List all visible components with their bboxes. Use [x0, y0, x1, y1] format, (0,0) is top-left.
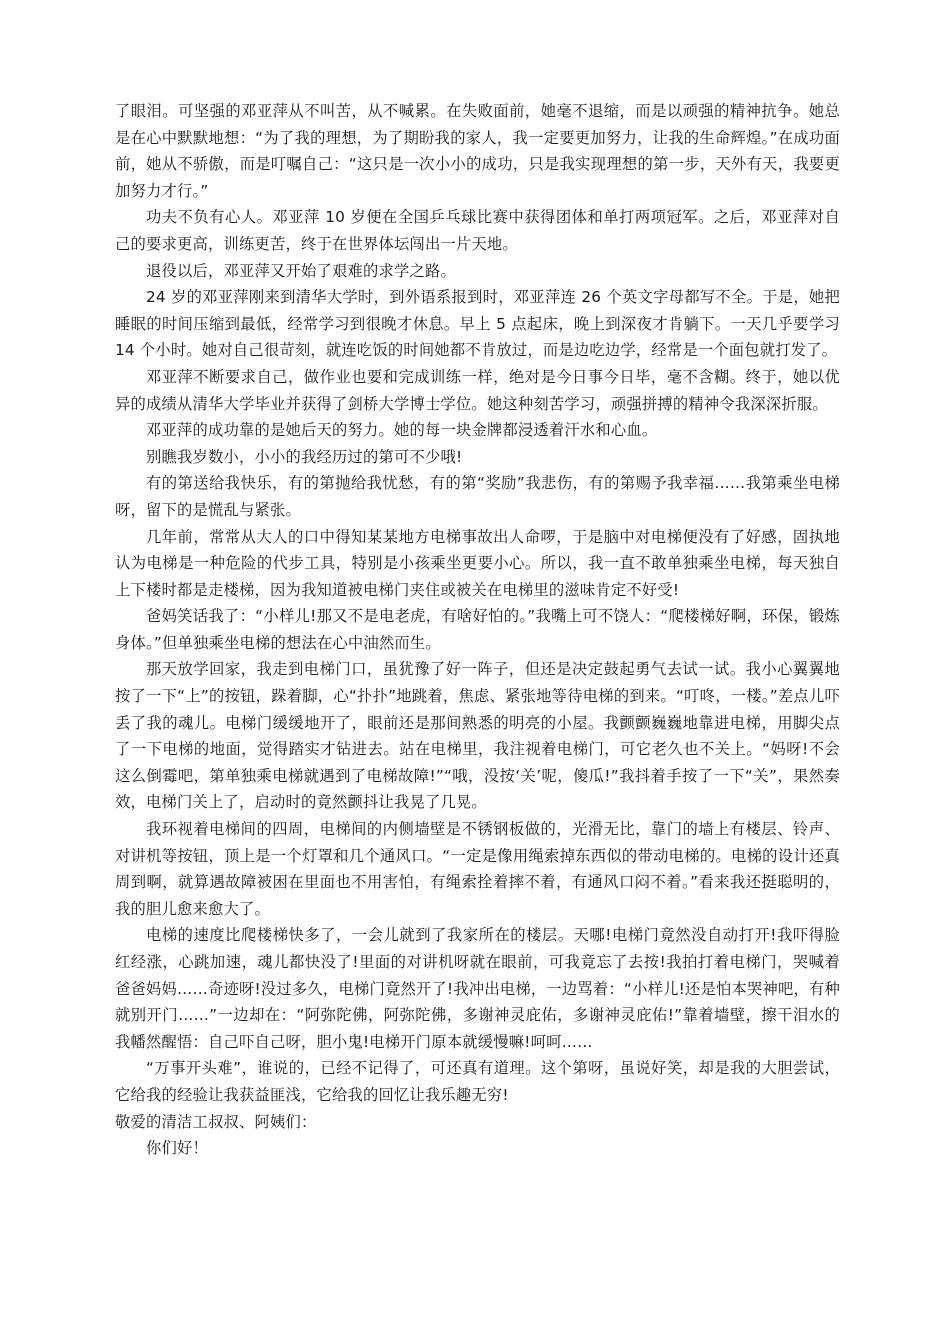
paragraph: 电梯的速度比爬楼梯快多了，一会儿就到了我家所在的楼层。天哪!电梯门竟然没自动打开!我吓得脸红经涨，心跳加速，魂儿都快没了!里面的对讲机呀就在眼前，可我竟忘了去按!我拍打着电梯门，哭喊着爸爸妈妈……奇迹呀!没过多久，电梯门竟然开了!我冲出电梯，一边骂着：“小样儿!还是怕本哭神吧，有种就别开门……”一边却在：“阿弥陀佛，阿弥陀佛，多谢神灵庇佑，多谢神灵庇佑!”靠着墙壁，擦干泪水的我幡然醒悟：自己吓自己呀，胆小鬼!电梯开门原本就缓慢嘛!呵呵…… — [115, 926, 840, 1051]
letter-greeting: 你们好！ — [146, 1139, 208, 1158]
document-body — [115, 98, 840, 1162]
paragraph: 我环视着电梯间的四周，电梯间的内侧墙壁是不锈钢板做的，光滑无比，靠门的墙上有楼层、铃声、对讲机等按钮，顶上是一个灯罩和几个通风口。“一定是像用绳索掉东西似的带动电梯的。电梯的设计还真周到啊，就算遇故障被困在里面也不用害怕，有绳索拴着摔不着，有通风口闷不着。”看来我还挺聪明的，我的胆儿愈来愈大了。 — [115, 820, 840, 918]
paragraph: 24 岁的邓亚萍刚来到清华大学时，到外语系报到时，邓亚萍连 26 个英文字母都写不全。于是，她把睡眠的时间压缩到最低，经常学习到很晚才休息。早上 5 点起床，晚上到深夜才肯躺下。一天几乎要学习 14 个小时。她对自己很苛刻，就连吃饭的时间她都不肯放过，而是边吃边学，经常是一个面包就打发了。 — [115, 288, 840, 360]
paragraph: 邓亚萍不断要求自己，做作业也要和完成训练一样，绝对是今日事今日毕，毫不含糊。终于，她以优异的成绩从清华大学毕业并获得了剑桥大学博士学位。她这种刻苦学习，顽强拼搏的精神令我深深折服。 — [115, 367, 840, 413]
letter-salutation: 敬爱的清洁工叔叔、阿姨们： — [115, 1112, 317, 1131]
paragraph: 了眼泪。可坚强的邓亚萍从不叫苦，从不喊累。在失败面前，她毫不退缩，而是以顽强的精神抗争。她总是在心中默默地想：“为了我的理想，为了期盼我的家人，我一定要更加努力，让我的生命辉煌。”在成功面前，她从不骄傲，而是叮嘱自己：“这只是一次小小的成功，只是我实现理想的第一步，天外有天，我要更加努力才行。” — [115, 102, 840, 200]
paragraph: 功夫不负有心人。邓亚萍 10 岁便在全国乒乓球比赛中获得团体和单打两项冠军。之后，邓亚萍对自己的要求更高，训练更苦，终于在世界体坛闯出一片天地。 — [115, 208, 840, 253]
paragraph: “万事开头难”，谁说的，已经不记得了，可还真有道理。这个第呀，虽说好笑，却是我的大胆尝试，它给我的经验让我获益匪浅，它给我的回忆让我乐趣无穷! — [115, 1059, 840, 1104]
paragraph: 邓亚萍的成功靠的是她后天的努力。她的每一块金牌都浸透着汗水和心血。 — [146, 421, 658, 440]
paragraph: 爸妈笑话我了：“小样儿!那又不是电老虎，有啥好怕的。”我嘴上可不饶人：“爬楼梯好啊，环保，锻炼身体。”但单独乘坐电梯的想法在心中油然而生。 — [115, 607, 840, 652]
paragraph: 别瞧我岁数小，小小的我经历过的第可不少哦! — [146, 447, 463, 466]
paragraph: 几年前，常常从大人的口中得知某某地方电梯事故出人命啰，于是脑中对电梯便没有了好感，固执地认为电梯是一种危险的代步工具，特别是小孩乘坐更要小心。所以，我一直不敢单独乘坐电梯，每天独自上下楼时都是走楼梯，因为我知道被电梯门夹住或被关在电梯里的滋味肯定不好受! — [115, 527, 840, 599]
paragraph: 退役以后，邓亚萍又开始了艰难的求学之路。 — [146, 261, 456, 280]
paragraph: 有的第送给我快乐，有的第抛给我忧愁，有的第“奖励”我悲伤，有的第赐予我幸福……我第乘坐电梯呀，留下的是慌乱与紧张。 — [115, 474, 840, 519]
paragraph: 那天放学回家，我走到电梯门口，虽犹豫了好一阵子，但还是决定鼓起勇气去试一试。我小心翼翼地按了一下“上”的按钮，跺着脚，心“扑扑”地跳着，焦虑、紧张地等待电梯的到来。“叮咚，一楼。”差点儿吓丢了我的魂儿。电梯门缓缓地开了，眼前还是那间熟悉的明亮的小屋。我颤颤巍巍地靠进电梯，用脚尖点了一下电梯的地面，觉得踏实才钻进去。站在电梯里，我注视着电梯门，可它老久也不关上。“妈呀!不会这么倒霉吧，第单独乘电梯就遇到了电梯故障!”“哦，没按‘关’呢，傻瓜!”我抖着手按了一下“关”，果然奏效，电梯门关上了，启动时的竟然颤抖让我晃了几晃。 — [115, 660, 840, 812]
